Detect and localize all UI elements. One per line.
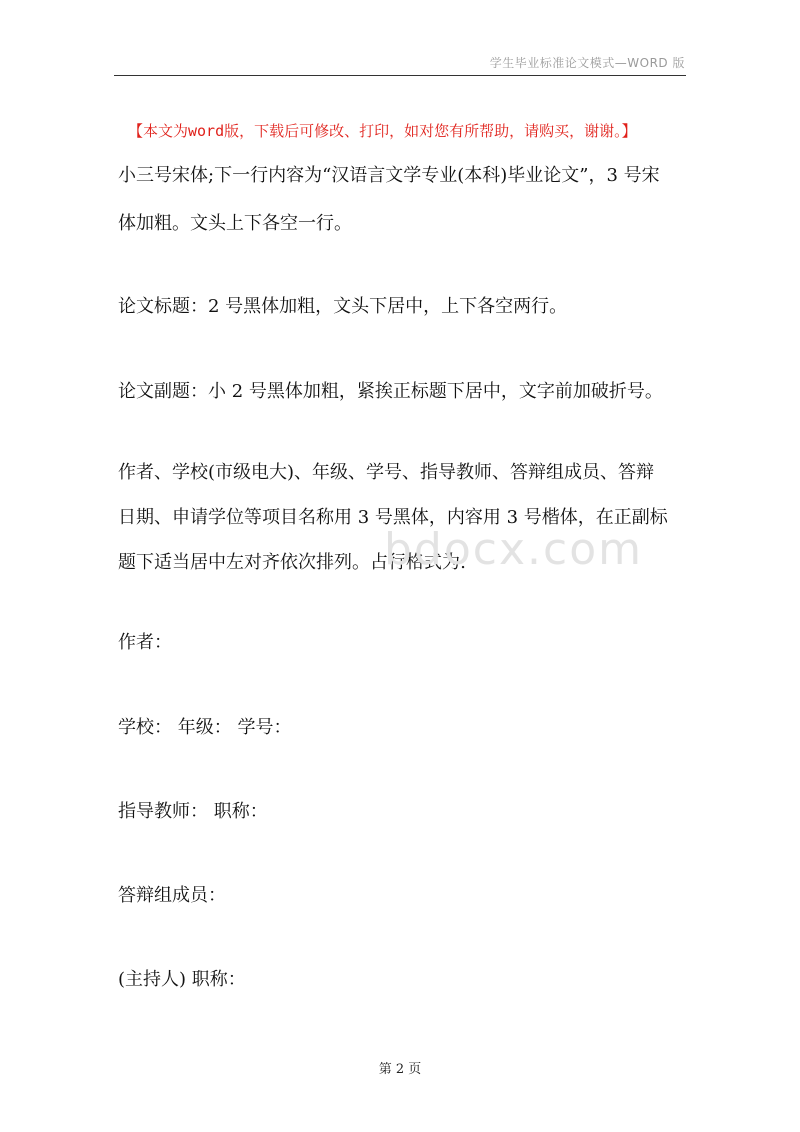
- page-number: 第 2 页: [378, 1062, 422, 1077]
- field-advisor-title: 指导教师： 职称：: [118, 801, 268, 822]
- field-author: 作者：: [118, 632, 172, 653]
- watermark: bdocx.com: [384, 524, 643, 575]
- paragraph-title-format: 论文标题：2 号黑体加粗，文头下居中，上下各空两行。: [118, 296, 568, 317]
- paragraph-format-line1: 小三号宋体;下一行内容为“汉语言文学专业(本科)毕业论文”，3 号宋: [118, 165, 660, 186]
- paragraph-items-line2: 日期、申请学位等项目名称用 3 号黑体，内容用 3 号楷体，在正副标: [118, 507, 668, 528]
- running-header: 学生毕业标准论文模式—WORD 版: [489, 56, 685, 70]
- field-school-grade-id: 学校： 年级： 学号：: [118, 717, 292, 738]
- field-committee: 答辩组成员：: [118, 885, 226, 906]
- paragraph-format-line2: 体加粗。文头上下各空一行。: [118, 213, 352, 234]
- download-notice: 【本文为word版，下载后可修改、打印，如对您有所帮助，请购买，谢谢。】: [128, 122, 637, 140]
- paragraph-subtitle-format: 论文副题：小 2 号黑体加粗，紧挨正标题下居中，文字前加破折号。: [118, 381, 663, 402]
- paragraph-items-line1: 作者、学校(市级电大)、年级、学号、指导教师、答辩组成员、答辩: [118, 462, 655, 483]
- field-chair-title: (主持人) 职称：: [118, 969, 246, 990]
- paragraph-items-line3: 题下适当居中左对齐依次排列。占行格式为:: [118, 552, 467, 573]
- header-divider: [114, 75, 686, 76]
